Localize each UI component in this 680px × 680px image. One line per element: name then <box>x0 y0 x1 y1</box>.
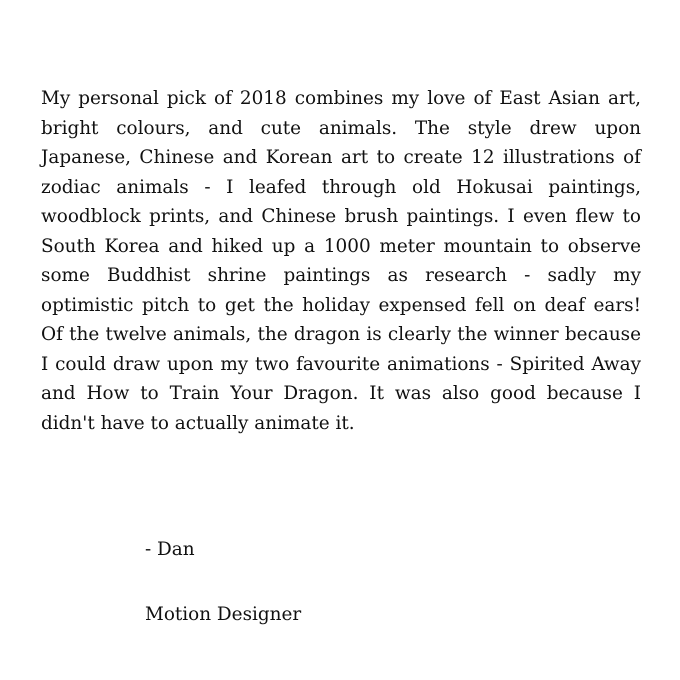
testimonial-author: - Dan <box>145 539 195 560</box>
testimonial-role: Motion Designer <box>145 604 302 625</box>
testimonial-body: My personal pick of 2018 combines my love of East Asian art, bright colours, and cute animals. The style drew upon Japanese, Chinese and Korean art to create 12 illustrations of zodiac animals - I leafed through old Hokusai paintings, woodblock prints, and Chinese brush paintings. I even flew to South Korea and hiked up a 1000 meter mountain to observe some Buddhist shrine paintings as research - sadly my optimistic pitch to get the holiday expensed fell on deaf ears! Of the twelve animals, the dragon is clearly the winner because I could draw upon my two favourite animations - Spirited Away and How to Train Your Dragon. It was also good because I didn't have to actually animate it. <box>41 88 641 434</box>
